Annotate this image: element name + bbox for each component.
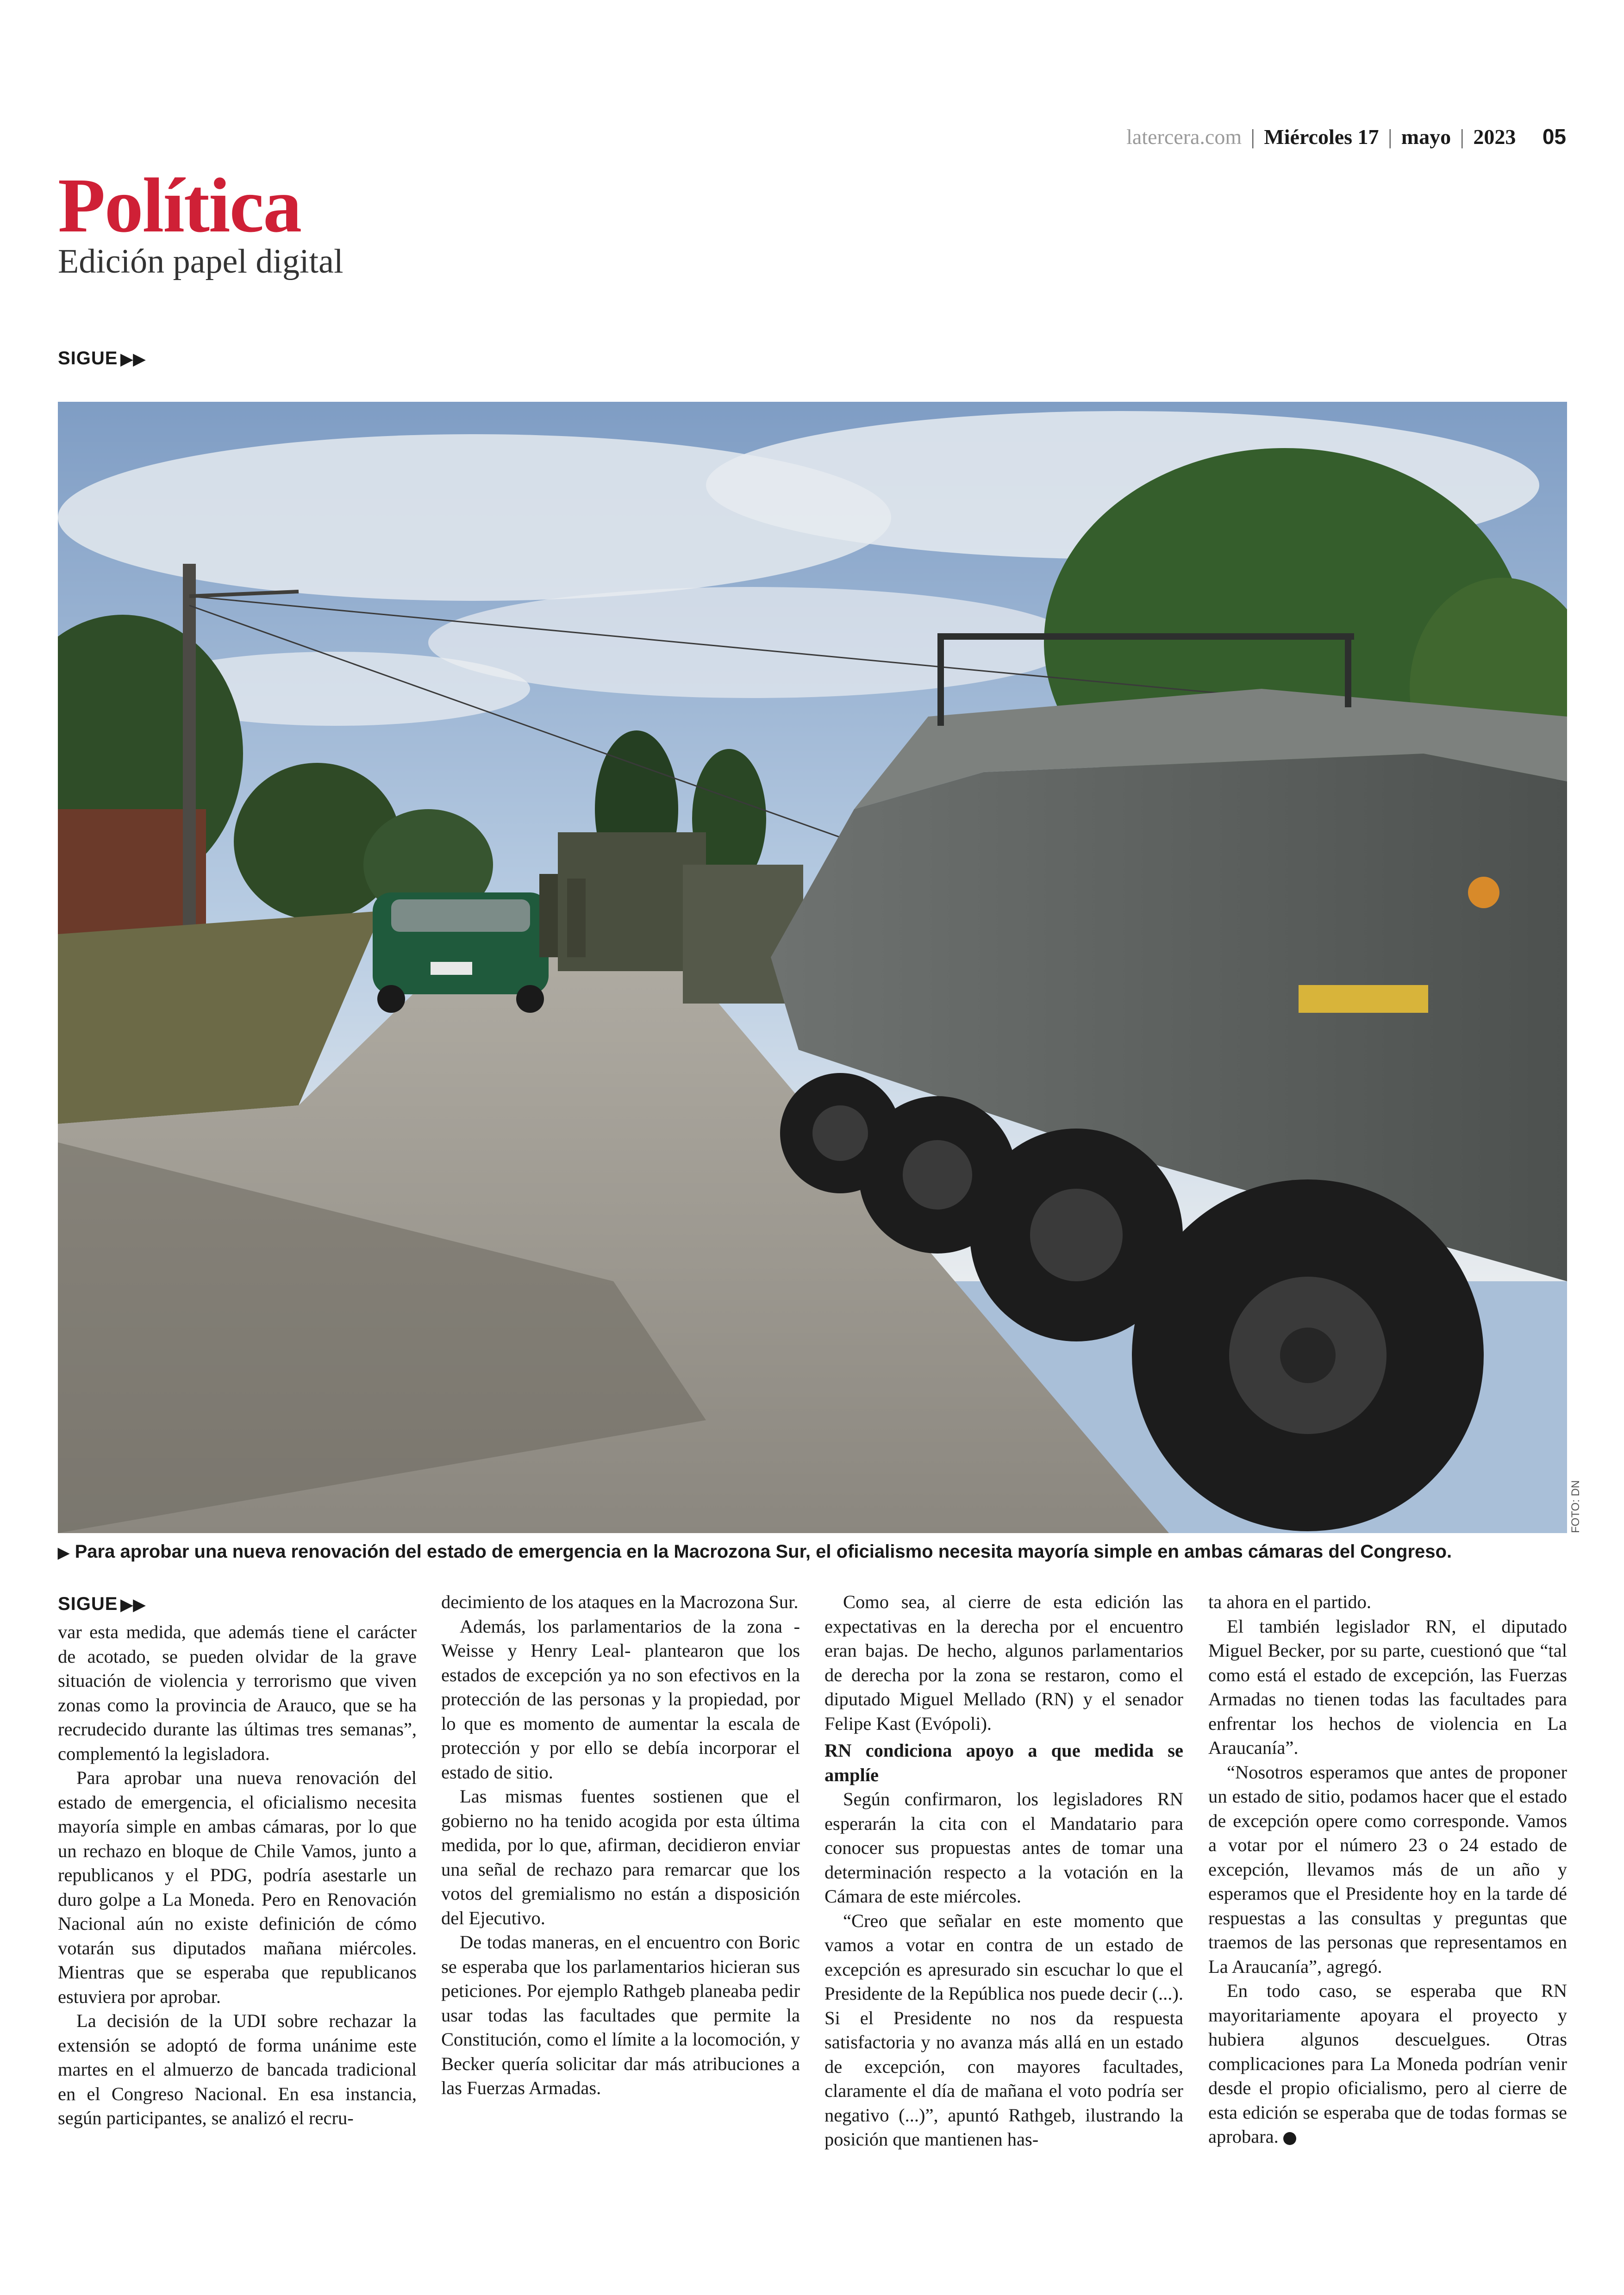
section-title: Política [58,162,301,249]
soldier [539,874,558,957]
vehicle-rail [1345,633,1351,707]
header-year: 2023 [1473,125,1516,149]
photo-credit: FOTO: DN [1569,1480,1582,1533]
sigue-link-top[interactable] [58,348,146,369]
forward-arrows-icon: ▶▶ [120,350,146,368]
page-header [1126,124,1566,149]
article-column-2 [441,1590,800,2101]
paragraph: El también legislador RN, el diputado Miguel Becker, por su parte, cuestionó que “tal como está el estado de excepción, las Fuerzas Armadas no tienen todas las facultades para enfrentar los hechos de violencia en La Araucanía”. [1208,1615,1567,1758]
wheel [516,985,544,1013]
yellow-marking [1299,985,1428,1013]
forward-arrows-icon: ▶▶ [120,1596,146,1614]
vehicle-wheel-hub [903,1140,972,1210]
vehicle-rail [937,633,944,726]
soldier [567,879,586,957]
paragraph: De todas maneras, en el encuentro con Boric se esperaba que los parlamentarios hicieran sus peticiones. Por ejemplo Rathgeb planeaba pedir usar todas las facultades que permite la Constitución, como el límite a la locomoción, y Becker quería solicitar dar más atribuciones a las Fuerzas Armadas. [441,1932,800,2098]
paragraph: decimiento de los ataques en la Macrozona Sur. [441,1591,799,1612]
headlight [1468,877,1499,908]
caption-text: Para aprobar una nueva renovación del estado de emergencia en la Macrozona Sur, el oficialismo necesita mayoría simple en ambas cámaras del Congreso. [75,1541,1452,1562]
end-dot-icon [1283,2132,1296,2145]
paragraph: Para aprobar una nueva renovación del estado de emergencia, el oficialismo necesita mayoría simple en ambas cámaras, por lo que un rechazo en bloque de Chile Vamos, junto a republicanos y el PDG, podría asestarle un duro golpe a La Moneda. Pero en Renovación Nacional aún no existe definición de cómo votarán sus diputados mañana miércoles. Mientras que se esperaba que republicanos estuviera por aprobar. [58,1767,417,2007]
subheading: RN condiciona apoyo a que medida se amplíe [824,1740,1183,1785]
article-column-4 [1208,1590,1567,2149]
site-name[interactable]: latercera.com [1126,125,1242,149]
paragraph: var esta medida, que además tiene el carácter de acotado, se pueden olvidar de la grave situación de violencia y terrorismo que viven zonas como la provincia de Arauco, que se ha recrudecido durante las últimas tres semanas”, complementó la legisladora. [58,1621,417,1764]
article-column-1 [58,1620,417,2131]
wheel [377,985,405,1013]
paragraph: Las mismas fuentes sostienen que el gobierno no ha tenido acogida por esta última medida, por lo que, afirman, decidieron enviar una señal de rechazo para remarcar que los votos del gremialismo no están a disposición del Ejecutivo. [441,1786,800,1928]
section-subtitle: Edición papel digital [58,243,344,281]
paragraph: “Nosotros esperamos que antes de proponer un estado de sitio, podamos hacer que el estado de excepción opere como corresponde. Vamos a votar por el número 23 o 24 estado de excepción, llevamos más de un año y esperamos que el Presidente hoy en la tarde dé respuestas a las consultas y preguntas que traemos de las personas que representamos en La Araucanía”, agregó. [1208,1761,1567,1977]
paragraph: Además, los parlamentarios de la zona -Weisse y Henry Leal- plantearon que los estados de excepción ya no son efectivos en la protección de las personas y la propiedad, por lo que es momento de aumentar la escala de protección y por ello se debía incorporar el estado de sitio. [441,1615,800,1783]
sigue-link-bottom[interactable] [58,1594,146,1615]
police-car-window [391,899,530,932]
page-number: 05 [1542,125,1566,149]
header-date: Miércoles 17 [1264,125,1379,149]
paragraph-last [1208,1979,1567,2149]
photo-illustration [58,402,1567,1533]
paragraph: Como sea, al cierre de esta edición las expectativas en la derecha por el encuentro eran bajas. De hecho, algunos parlamentarios de derecha por la zona se restaron, como el diputado Miguel Mellado (RN) y el senador Felipe Kast (Evópoli). [824,1591,1183,1734]
vehicle-wheel-hub [1030,1189,1123,1281]
vehicle-wheel-hub [812,1105,868,1161]
sigue-label: SIGUE [58,1594,118,1614]
header-month: mayo [1401,125,1451,149]
paragraph: ta ahora en el partido. [1208,1591,1371,1612]
separator: | [1250,125,1255,149]
paragraph: Según confirmaron, los legisladores RN esperarán la cita con el Mandatario para conocer sus propuestas antes de tomar una determinación respecto a la votación en la Cámara de este miércoles. [824,1789,1183,1907]
sigue-label: SIGUE [58,348,118,368]
article-photo [58,402,1567,1533]
paragraph: “Creo que señalar en este momento que vamos a votar en contra de un estado de excepción es apresurado sin escuchar lo que el Presidente de la República nos puede decir (...). Si el Presidente no nos da respuesta satisfactoria y no avanza más allá en un estado de excepción, con mayores facultades, claramente el día de mañana el voto podría ser negativo (...)”, apuntó Rathgeb, ilustrando la posición que mantienen has- [824,1910,1183,2150]
vehicle-rail [937,633,1354,640]
vehicle-wheel-center [1280,1328,1336,1383]
separator: | [1460,125,1464,149]
play-arrow-icon: ▶ [58,1544,69,1561]
photo-caption [58,1541,1567,1562]
police-car-plate [431,962,472,975]
paragraph: La decisión de la UDI sobre rechazar la extensión se adoptó de forma unánime este martes en el almuerzo de bancada tradicional en el Congreso Nacional. En esa instancia, según participantes, se analizó el recru- [58,2010,417,2128]
paragraph-text: En todo caso, se esperaba que RN mayoritariamente apoyara el proyecto y hubiera algunos descuelgues. Otras complicaciones para La Moneda podrían venir desde el propio oficialismo, pero al cierre de esta edición se esperaba que de todas formas se aprobara. [1208,1980,1567,2147]
separator: | [1388,125,1393,149]
article-column-3 [824,1590,1183,2152]
